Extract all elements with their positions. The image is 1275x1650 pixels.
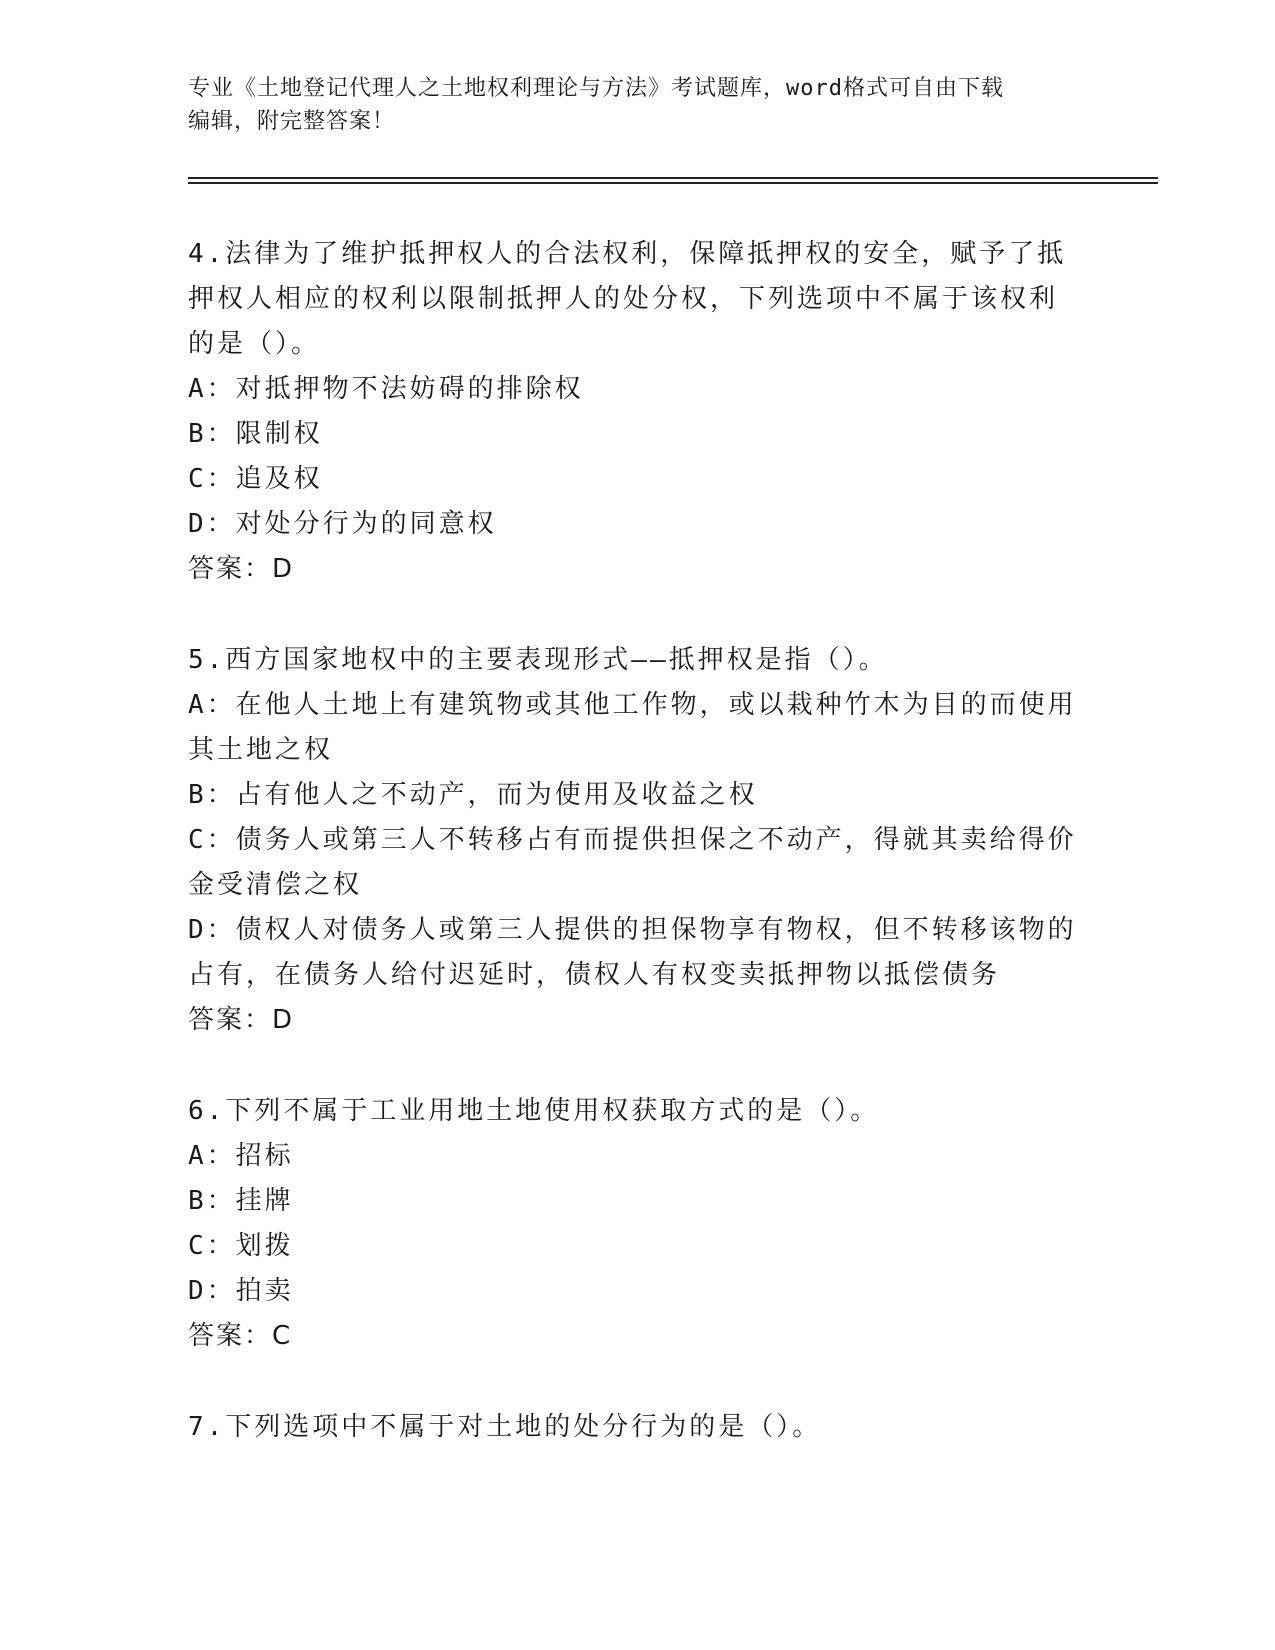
option-line: 其土地之权 xyxy=(188,735,334,765)
answer-line: 答案：C xyxy=(188,1321,293,1351)
question-block xyxy=(188,1089,1088,1359)
option-line: B：限制权 xyxy=(188,419,323,449)
header-line-2: 编辑，附完整答案！ xyxy=(188,109,396,134)
question-text-line: 押权人相应的权利以限制抵押人的处分权，下列选项中不属于该权利 xyxy=(188,284,1059,314)
question-block xyxy=(188,1405,1088,1450)
document-header xyxy=(188,72,1088,138)
question-block xyxy=(188,232,1088,592)
option-line: A：在他人土地上有建筑物或其他工作物，或以栽种竹木为目的而使用 xyxy=(188,690,1077,720)
header-divider-top xyxy=(188,177,1158,179)
question-text-line: 的是（）。 xyxy=(188,329,321,359)
option-line: 占有，在债务人给付迟延时，债权人有权变卖抵押物以抵偿债务 xyxy=(188,960,1001,990)
option-line: D：债权人对债务人或第三人提供的担保物享有物权，但不转移该物的 xyxy=(188,915,1077,945)
question-text-line: 4.法律为了维护抵押权人的合法权利，保障抵押权的安全，赋予了抵 xyxy=(188,239,1067,269)
option-line: B：占有他人之不动产，而为使用及收益之权 xyxy=(188,780,758,810)
question-text-line: 7.下列选项中不属于对土地的处分行为的是（）。 xyxy=(188,1412,822,1442)
option-line: B：挂牌 xyxy=(188,1186,294,1216)
option-line: A：招标 xyxy=(188,1141,294,1171)
option-line: D：拍卖 xyxy=(188,1276,294,1306)
answer-line: 答案：D xyxy=(188,554,295,584)
option-line: C：划拨 xyxy=(188,1231,294,1261)
question-list xyxy=(188,232,1088,1496)
header-divider-bottom xyxy=(188,182,1158,184)
question-text-line: 6.下列不属于工业用地土地使用权获取方式的是（）。 xyxy=(188,1096,880,1126)
question-block xyxy=(188,638,1088,1043)
option-line: 金受清偿之权 xyxy=(188,870,363,900)
option-line: C：追及权 xyxy=(188,464,323,494)
option-line: D：对处分行为的同意权 xyxy=(188,509,497,539)
answer-line: 答案：D xyxy=(188,1005,295,1035)
option-line: A：对抵押物不法妨碍的排除权 xyxy=(188,374,584,404)
header-line-1: 专业《土地登记代理人之土地权利理论与方法》考试题库，word格式可自由下载 xyxy=(188,76,1004,101)
option-line: C：债务人或第三人不转移占有而提供担保之不动产，得就其卖给得价 xyxy=(188,825,1077,855)
question-text-line: 5.西方国家地权中的主要表现形式——抵押权是指（）。 xyxy=(188,645,888,675)
